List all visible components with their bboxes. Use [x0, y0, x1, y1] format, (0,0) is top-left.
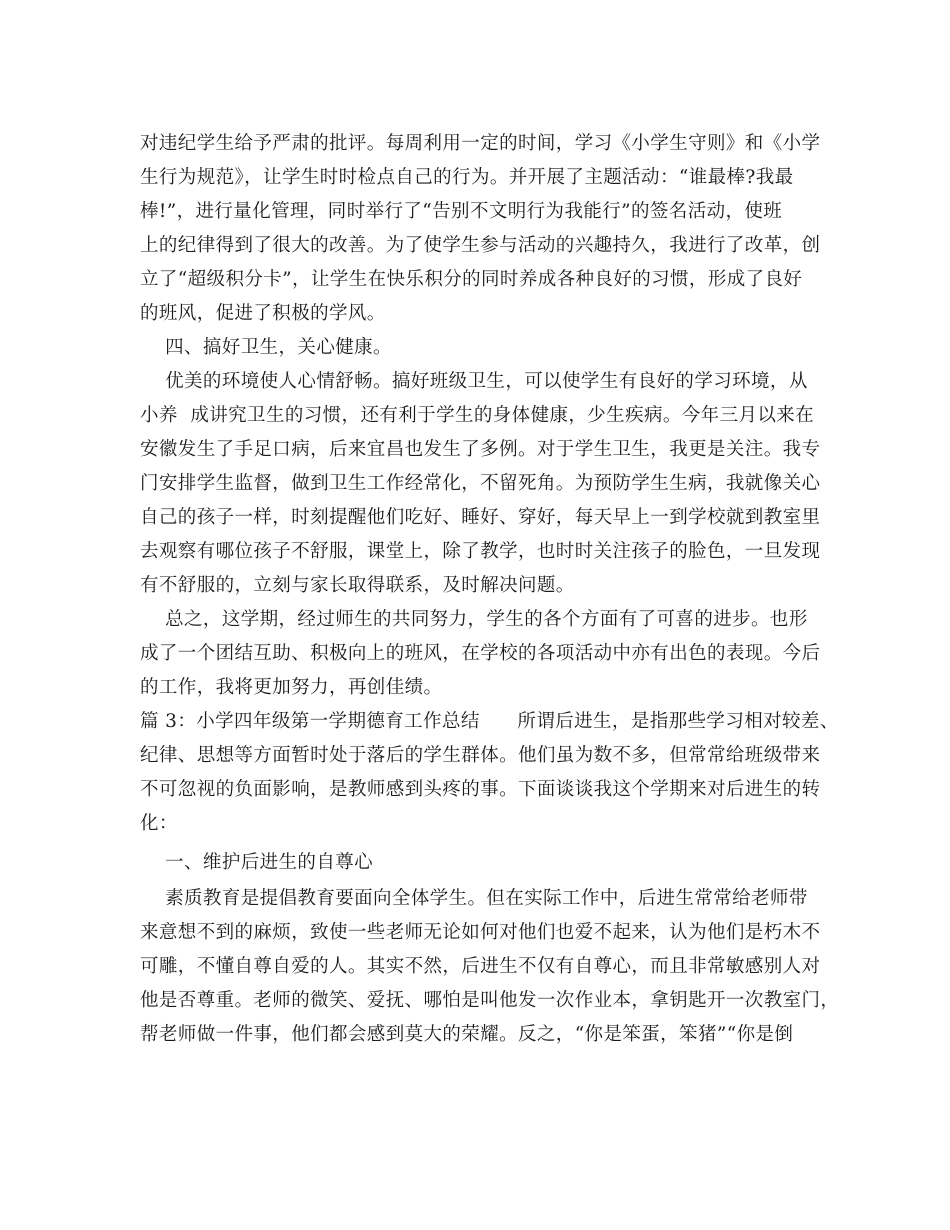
- text-line: 立了“超级积分卡”，让学生在快乐积分的同时养成各种良好的习惯，形成了良好: [140, 269, 803, 290]
- text-line: 对违纪学生给予严肃的批评。每周利用一定的时间，学习《小学生守则》和《小学: [140, 133, 821, 154]
- text-line: 成了一个团结互助、积极向上的班风，在学校的各项活动中亦有出色的表现。今后: [140, 643, 821, 664]
- text-line: 生行为规范》，让学生时时检点自己的行为。并开展了主题活动：“谁最棒?我最: [140, 167, 794, 188]
- text-line: 的工作，我将更加努力，再创佳绩。: [140, 677, 443, 698]
- text-line: 不可忽视的负面影响，是教师感到头疼的事。下面谈谈我这个学期来对后进生的转: [140, 779, 821, 800]
- section-heading: 一、维护后进生的自尊心: [140, 852, 374, 873]
- text-line: 棒!”，进行量化管理，同时举行了“告别不文明行为我能行”的签名活动，使班: [140, 201, 783, 222]
- text-line: 可雕，不懂自尊自爱的人。其实不然，后进生不仅有自尊心，而且非常敏感别人对: [140, 956, 821, 977]
- text-line: 纪律、思想等方面暂时处于落后的学生群体。他们虽为数不多，但常常给班级带来: [140, 745, 821, 766]
- chapter-heading-line: 篇 3：小学四年级第一学期德育工作总结 所谓后进生，是指那些学习相对较差、: [140, 711, 839, 732]
- text-line: 的班风，促进了积极的学风。: [140, 303, 386, 324]
- text-line: 小养 成讲究卫生的习惯，还有利于学生的身体健康，少生疾病。今年三月以来在: [140, 405, 815, 426]
- text-line: 自己的孩子一样，时刻提醒他们吃好、睡好、穿好，每天早上一到学校就到教室里: [140, 507, 821, 528]
- text-line: 来意想不到的麻烦，致使一些老师无论如何对他们也爱不起来，认为他们是朽木不: [140, 922, 821, 943]
- text-line: 安徽发生了手足口病，后来宜昌也发生了多例。对于学生卫生，我更是关注。我专: [140, 439, 821, 460]
- text-line: 有不舒服的，立刻与家长取得联系，及时解决问题。: [140, 575, 575, 596]
- text-line: 素质教育是提倡教育要面向全体学生。但在实际工作中，后进生常常给老师带: [140, 888, 808, 909]
- text-line: 他是否尊重。老师的微笑、爱抚、哪怕是叫他发一次作业本，拿钥匙开一次教室门，: [140, 990, 840, 1011]
- text-line: 去观察有哪位孩子不舒服，课堂上，除了教学，也时时关注孩子的脸色，一旦发现: [140, 541, 821, 562]
- text-line: 优美的环境使人心情舒畅。搞好班级卫生，可以使学生有良好的学习环境，从: [140, 371, 808, 392]
- text-line: 门安排学生监督，做到卫生工作经常化，不留死角。为预防学生生病，我就像关心: [140, 473, 821, 494]
- text-line: 上的纪律得到了很大的改善。为了使学生参与活动的兴趣持久，我进行了改革，创: [140, 235, 821, 256]
- text-line: 总之，这学期，经过师生的共同努力，学生的各个方面有了可喜的进步。也形: [140, 609, 808, 630]
- text-line: 帮老师做一件事，他们都会感到莫大的荣耀。反之，“你是笨蛋，笨猪”“你是倒: [140, 1024, 794, 1045]
- text-line: 化：: [140, 813, 178, 834]
- section-heading: 四、搞好卫生，关心健康。: [140, 337, 392, 358]
